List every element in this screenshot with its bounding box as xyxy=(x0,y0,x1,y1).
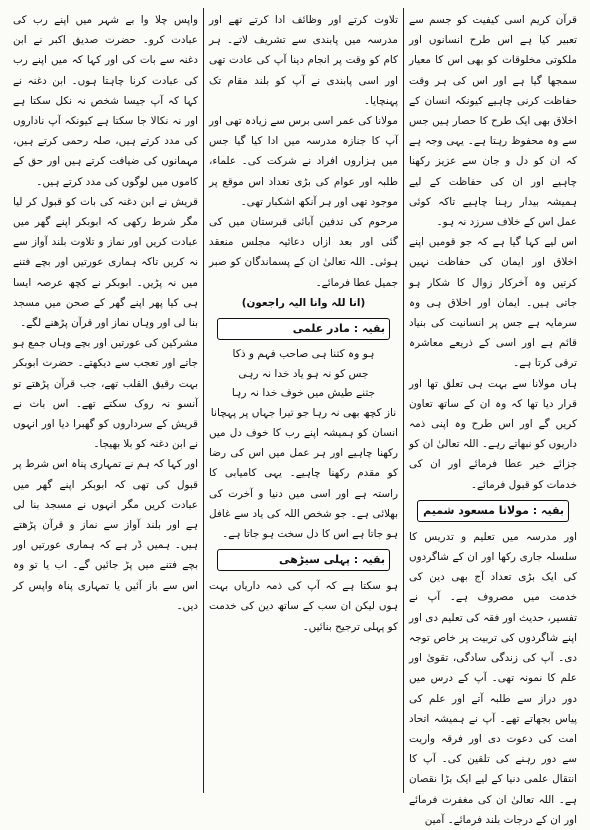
poem-line: جتنے طیش میں خوف خدا نہ رہا xyxy=(231,387,376,400)
paragraph: اس لیے کہا گیا ہے کہ جو قومیں اپنے اخلاق اور ایمان کی حفاظت نہیں کرتیں وہ آخرکار زوال کا شکار ہو جاتی ہیں۔ ایمان اور اخلاق ہی وہ سرمایہ ہے جس پر انسانیت کی بنیاد قائم ہے اور اسی کے ذریعے معاشرہ ترقی کرتا ہے۔ xyxy=(409,236,577,370)
paragraph: ہو سکتا ہے کہ آپ کی ذمہ داریاں بہت ہوں لیکن ان سب کے ساتھ دین کی خدمت کو پہلی ترجیح بنائیں۔ xyxy=(209,580,398,633)
paragraph: تلاوت کرتے اور وظائف ادا کرتے تھے اور مدرسہ میں پابندی سے تشریف لاتے۔ ہر کام کو وقت پر انجام دینا آپ کی عادت تھی اور اسی پابندی نے آپ کو بلند مقام تک پہنچایا۔ xyxy=(209,14,398,107)
column-left xyxy=(8,8,203,793)
paragraph: قرآن کریم اسی کیفیت کو جسم سے تعبیر کیا ہے اس طرح انسانوں اور ملکوتی مخلوقات کو بھی اس کا معیار سمجھا گیا ہے اور اس کی ہر وقت حفاظت کرنی چاہیے کیونکہ انسان کے اخلاق بھی ایک طرح کا حصار ہیں جس سے وہ محفوظ رہتا ہے۔ یہی وجہ ہے کہ ان کو دل و جان سے عزیز رکھنا چاہیے اور ان کی حفاظت کے لیے ہمیشہ بیدار رہنا چاہیے تاکہ کوئی عمل اس کے خلاف سرزد نہ ہو۔ xyxy=(409,14,577,229)
paragraph: اور کہا کہ ہم نے تمہاری پناہ اس شرط پر قبول کی تھی کہ ابوبکر اپنے گھر میں عبادت کریں مگر انہوں نے مسجد بنا لی ہے اور بلند آواز سے نماز و قرآن پڑھتے ہیں۔ ہمیں ڈر ہے کہ ہماری عورتیں اور بچے فتنے میں پڑ جائیں گے۔ اب یا تو وہ اس سے باز آئیں یا تمہاری پناہ واپس کر دیں۔ xyxy=(13,458,198,612)
column-right xyxy=(403,8,582,826)
paragraph: انسان کو ہمیشہ اپنے رب کا خوف دل میں رکھنا چاہیے اور ہر عمل میں اس کی رضا کو مقدم رکھنا چاہیے۔ یہی کامیابی کا راستہ ہے اور اسی میں دنیا و آخرت کی بھلائی ہے۔ جو شخص اللہ کی یاد سے غافل ہو جاتا ہے اس کا دل سخت ہو جاتا ہے۔ xyxy=(209,427,398,541)
poem-stanza xyxy=(209,345,398,423)
paragraph: اور مدرسہ میں تعلیم و تدریس کا سلسلہ جاری رکھا اور ان کے شاگردوں کی ایک بڑی تعداد آج بھی دین کی خدمت میں مصروف ہے۔ آپ نے تفسیر، حدیث اور فقہ کی تعلیم دی اور اپنے شاگردوں کی تربیت پر خاص توجہ دی۔ آپ کی زندگی سادگی، تقویٰ اور علم کا نمونہ تھی۔ آپ کے درس میں دور دراز سے طلبہ آتے اور علم کی پیاس بجھاتے تھے۔ آپ نے ہمیشہ اتحاد امت کی دعوت دی اور فرقہ واریت سے دور رہنے کی تلقین کی۔ آپ کا انتقال علمی دنیا کے لیے ایک بڑا نقصان ہے۔ اللہ تعالیٰ ان کی مغفرت فرمائے اور ان کے درجات بلند فرمائے۔ آمین xyxy=(409,530,577,826)
paragraph: مشرکین کی عورتیں اور بچے وہاں جمع ہو جاتے اور تعجب سے دیکھتے۔ حضرت ابوبکر بہت رقیق القلب تھے، جب قرآن پڑھتے تو آنسو نہ روک سکتے تھے۔ اس بات نے قریش کے سرداروں کو گھبرا دیا اور انہوں نے ابن دغنہ کو بلا بھیجا۔ xyxy=(13,337,198,451)
continuation-heading-box: بقیہ : مولانا مسعود شمیم xyxy=(417,500,569,522)
column-middle xyxy=(203,8,403,793)
paragraph: مولانا کی عمر اسی برس سے زیادہ تھی اور آپ کا جنازہ مدرسہ میں ادا کیا گیا جس میں ہزاروں افراد نے شرکت کی۔ علماء، طلبہ اور عوام کی بڑی تعداد اس موقع پر موجود تھی اور ہر آنکھ اشکبار تھی۔ xyxy=(209,115,398,208)
poem-line: جس کو نہ ہو یاد خدا نہ رہی xyxy=(238,367,369,380)
continuation-heading-box: بقیہ : مادر علمی xyxy=(217,318,390,340)
poem-line: ہو وہ کتنا ہی صاحب فہم و ذکا xyxy=(232,348,375,361)
continuation-heading-box: بقیہ : پہلی سیڑھی xyxy=(217,549,390,571)
verse-intro: (انا للہ وانا الیہ راجعون) xyxy=(241,296,366,309)
paragraph: مرحوم کی تدفین آبائی قبرستان میں کی گئی اور بعد ازاں دعائیہ مجلس منعقد ہوئی۔ اللہ تعالیٰ ان کے پسماندگان کو صبر جمیل عطا فرمائے۔ xyxy=(209,216,398,289)
paragraph: ہاں مولانا سے بہت ہی تعلق تھا اور قرار دیا تھا کہ وہ ان کے ساتھ تعاون کریں گے اور اس طرح وہ اپنی ذمہ داریوں کو نبھاتے رہے۔ اللہ تعالیٰ ان کو جزائے خیر عطا فرمائے اور ان کی خدمات کو قبول فرمائے۔ xyxy=(409,377,577,491)
poem-line: ناز کچھ بھی نہ رہا جو تیرا جہاں پر پہچانا xyxy=(210,406,397,419)
paragraph: قریش نے ابن دغنہ کی بات کو قبول کر لیا مگر شرط رکھی کہ ابوبکر اپنے گھر میں عبادت کریں اور نماز و تلاوت بلند آواز سے نہ کریں تاکہ ہماری عورتیں اور بچے فتنے میں نہ پڑیں۔ ابوبکر نے کچھ عرصہ ایسا ہی کیا پھر اپنے گھر کے صحن میں مسجد بنا لی اور وہاں نماز اور قرآن پڑھنے لگے۔ xyxy=(13,195,198,330)
newspaper-page xyxy=(8,8,582,826)
paragraph: واپس چلا وا بے شہر میں اپنے رب کی عبادت کرو۔ حضرت صدیق اکبر نے ابن دغنہ سے بات کی اور کہا کہ میں اپنے رب کی عبادت کرنا چاہتا ہوں۔ ابن دغنہ نے کہا کہ آپ جیسا شخص نہ نکل سکتا ہے اور نہ نکالا جا سکتا ہے کیونکہ آپ ناداروں کی مدد کرتے ہیں، صلہ رحمی کرتے ہیں، مہمانوں کی ضیافت کرتے ہیں اور حق کے کاموں میں لوگوں کی مدد کرتے ہیں۔ xyxy=(13,14,198,188)
